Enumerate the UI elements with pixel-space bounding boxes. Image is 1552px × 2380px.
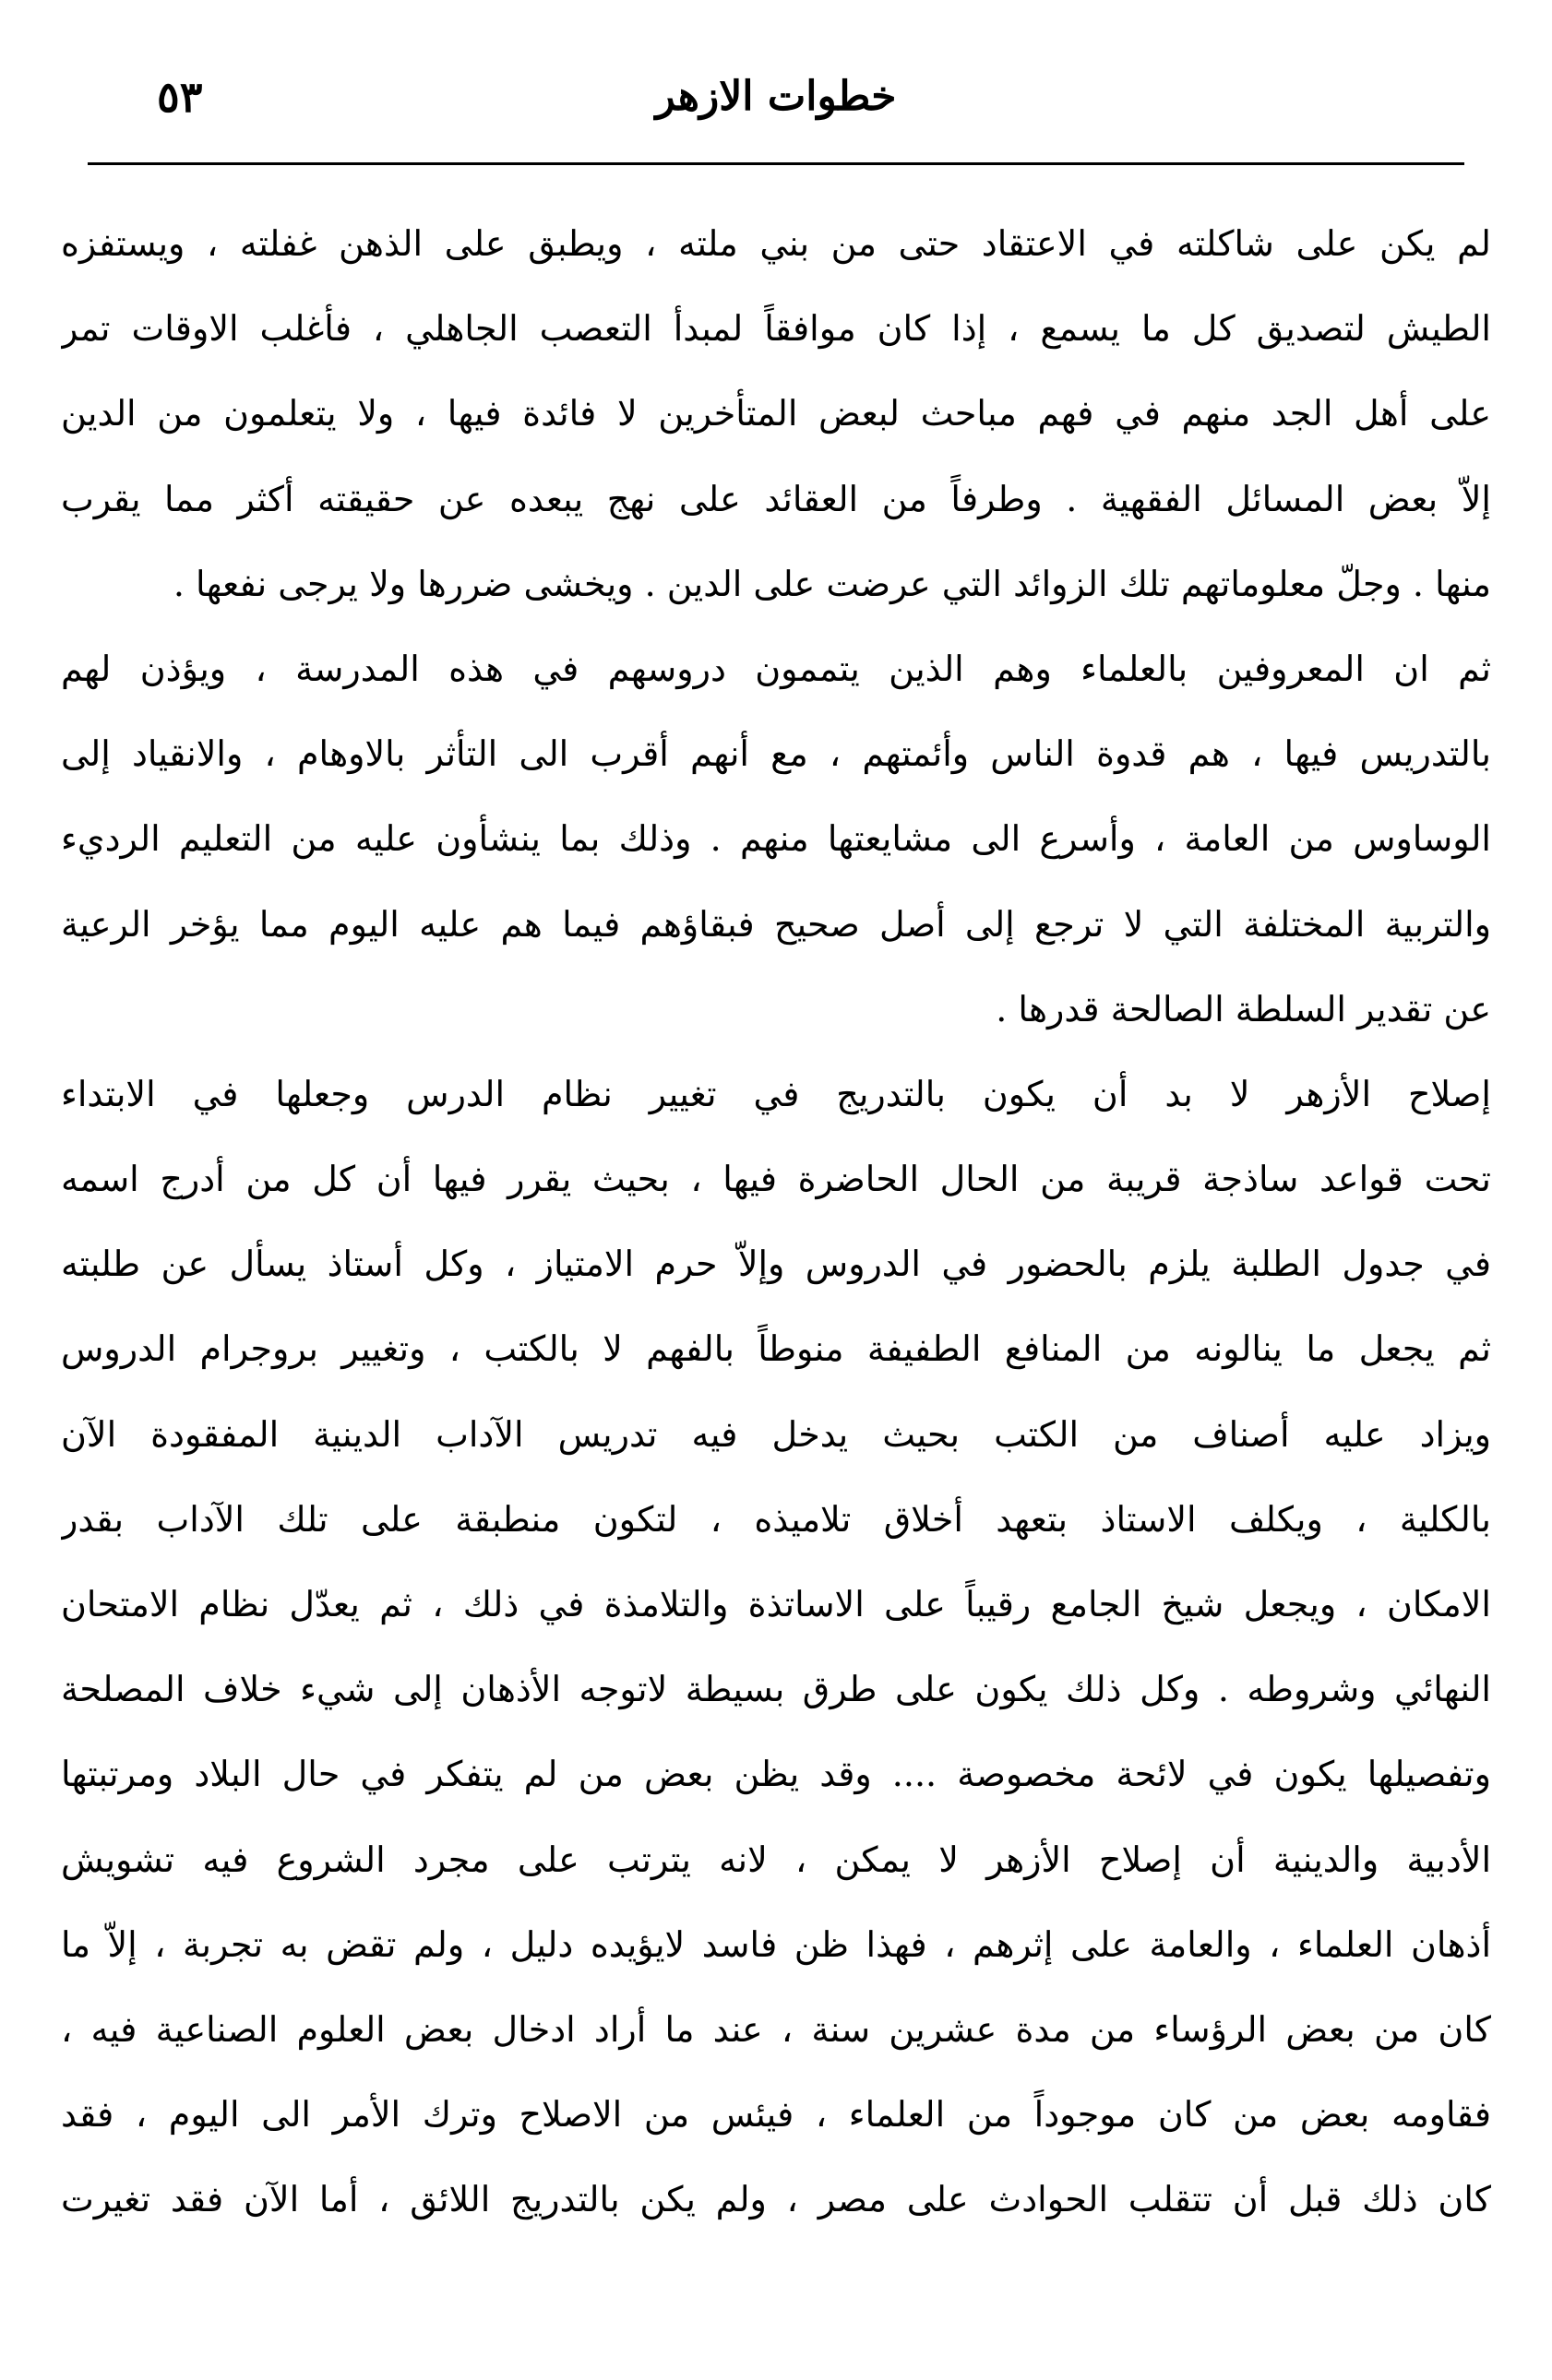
text-line: منها . وجلّ معلوماتهم تلك الزوائد التي عرضت على الدين . ويخشى ضررها ولا يرجى نفعها .	[173, 563, 1491, 604]
text-line: على أهل الجد منهم في فهم مباحث لبعض المتأخرين لا فائدة فيها ، ولا يتعلمون من الدين	[61, 393, 1491, 434]
text-line: أذهان العلماء ، والعامة على إثرهم ، فهذا ظن فاسد لايؤيده دليل ، ولم تقض به تجربة ، إلاّ ما	[61, 1923, 1491, 1965]
text-line: ويزاد عليه أصناف من الكتب بحيث يدخل فيه تدريس الآداب الدينية المفقودة الآن	[61, 1413, 1491, 1455]
text-line: وتفصيلها يكون في لائحة مخصوصة .... وقد يظن بعض من لم يتفكر في حال البلاد ومرتبتها	[61, 1754, 1491, 1795]
page-header	[88, 65, 1464, 129]
text-line: ثم يجعل ما ينالونه من المنافع الطفيفة منوطاً بالفهم لا بالكتب ، وتغيير بروجرام الدروس	[61, 1328, 1491, 1370]
text-line: عن تقدير السلطة الصالحة قدرها .	[996, 988, 1491, 1029]
text-line: بالتدريس فيها ، هم قدوة الناس وأئمتهم ، مع أنهم أقرب الى التأثر بالاوهام ، والانقياد إلى	[61, 733, 1491, 775]
running-title: خطوات الازهر	[655, 73, 897, 120]
text-line: فقاومه بعض من كان موجوداً من العلماء ، فيئس من الاصلاح وترك الأمر الى اليوم ، فقد	[61, 2094, 1491, 2136]
page-number: ٥٣	[157, 72, 203, 122]
text-line: كان من بعض الرؤساء من مدة عشرين سنة ، عند ما أراد ادخال بعض العلوم الصناعية فيه ،	[61, 2008, 1491, 2050]
text-line: النهائي وشروطه . وكل ذلك يكون على طرق بسيطة لاتوجه الأذهان إلى شيء خلاف المصلحة	[61, 1669, 1491, 1710]
text-line: والتربية المختلفة التي لا ترجع إلى أصل صحيح فبقاؤهم فيما هم عليه اليوم مما يؤخر الرعية	[61, 903, 1491, 945]
text-line: إلاّ بعض المسائل الفقهية . وطرفاً من العقائد على نهج يبعده عن حقيقته أكثر مما يقرب	[61, 478, 1491, 519]
text-line: بالكلية ، ويكلف الاستاذ بتعهد أخلاق تلاميذه ، لتكون منطبقة على تلك الآداب بقدر	[61, 1498, 1491, 1540]
header-divider	[88, 162, 1464, 165]
text-line: لم يكن على شاكلته في الاعتقاد حتى من بني ملته ، ويطبق على الذهن غفلته ، ويستفزه	[61, 223, 1491, 264]
text-line: ثم ان المعروفين بالعلماء وهم الذين يتممون دروسهم في هذه المدرسة ، ويؤذن لهم	[61, 648, 1491, 689]
text-line: إصلاح الأزهر لا بد أن يكون بالتدريج في تغيير نظام الدرس وجعلها في الابتداء	[61, 1073, 1491, 1114]
text-line: تحت قواعد ساذجة قريبة من الحال الحاضرة فيها ، بحيث يقرر فيها أن كل من أدرج اسمه	[61, 1159, 1491, 1200]
text-line: الوساوس من العامة ، وأسرع الى مشايعتها منهم . وذلك بما ينشأون عليه من التعليم الرديء	[61, 818, 1491, 860]
text-line: الامكان ، ويجعل شيخ الجامع رقيباً على الاساتذة والتلامذة في ذلك ، ثم يعدّل نظام الامتحان	[61, 1584, 1491, 1624]
body-text	[61, 201, 1491, 2243]
text-line: في جدول الطلبة يلزم بالحضور في الدروس وإلاّ حرم الامتياز ، وكل أستاذ يسأل عن طلبته	[61, 1244, 1491, 1285]
text-line: الأدبية والدينية أن إصلاح الأزهر لا يمكن ، لانه يترتب على مجرد الشروع فيه تشويش	[61, 1839, 1491, 1880]
text-line: كان ذلك قبل أن تتقلب الحوادث على مصر ، ولم يكن بالتدريج اللائق ، أما الآن فقد تغيرت	[61, 2179, 1491, 2220]
text-line: الطيش لتصديق كل ما يسمع ، إذا كان موافقاً لمبدأ التعصب الجاهلي ، فأغلب الاوقات تمر	[61, 308, 1491, 350]
